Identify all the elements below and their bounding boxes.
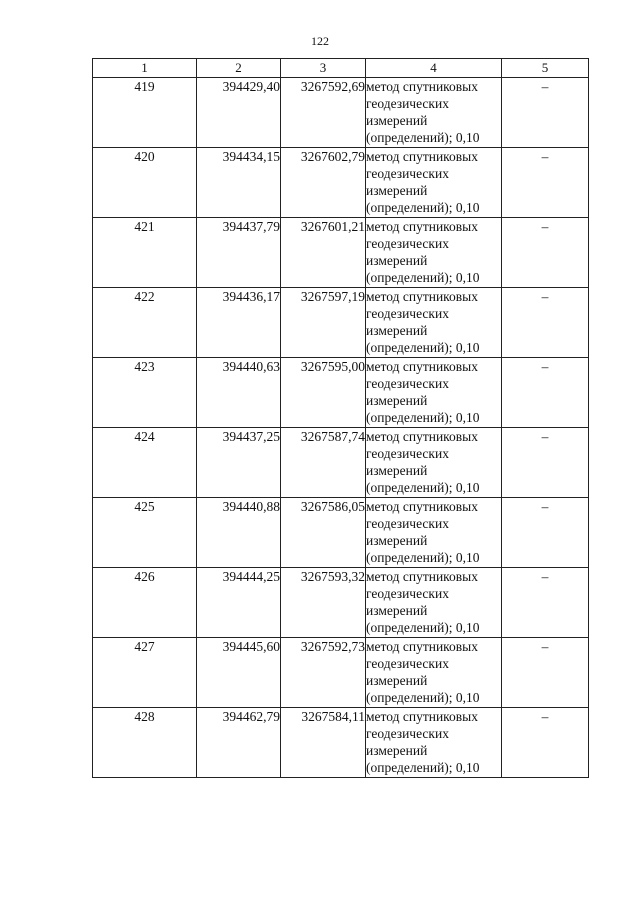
method-line: метод спутниковых (366, 709, 478, 724)
note-cell: – (502, 358, 589, 428)
y-coordinate-cell: 3267592,73 (281, 638, 366, 708)
note-cell: – (502, 148, 589, 218)
note-cell: – (502, 288, 589, 358)
method-line: (определений); 0,10 (366, 200, 480, 215)
method-line: измерений (366, 393, 428, 408)
point-number-cell: 421 (93, 218, 197, 288)
note-cell: – (502, 218, 589, 288)
method-cell (366, 568, 502, 638)
x-coordinate-cell: 394434,15 (197, 148, 281, 218)
method-line: измерений (366, 743, 428, 758)
method-cell (366, 148, 502, 218)
method-cell (366, 638, 502, 708)
point-number-cell: 425 (93, 498, 197, 568)
table-row (93, 498, 589, 568)
method-line: (определений); 0,10 (366, 620, 480, 635)
table-header-row (93, 59, 589, 78)
method-line: геодезических (366, 306, 449, 321)
method-line: метод спутниковых (366, 639, 478, 654)
column-header: 4 (366, 59, 502, 78)
method-line: геодезических (366, 236, 449, 251)
method-line: геодезических (366, 656, 449, 671)
point-number-cell: 427 (93, 638, 197, 708)
method-line: геодезических (366, 166, 449, 181)
method-line: метод спутниковых (366, 219, 478, 234)
x-coordinate-cell: 394445,60 (197, 638, 281, 708)
column-header: 2 (197, 59, 281, 78)
y-coordinate-cell: 3267584,11 (281, 708, 366, 778)
point-number-cell: 428 (93, 708, 197, 778)
method-cell (366, 78, 502, 148)
y-coordinate-cell: 3267595,00 (281, 358, 366, 428)
note-cell: – (502, 638, 589, 708)
method-line: измерений (366, 323, 428, 338)
column-header: 3 (281, 59, 366, 78)
method-line: геодезических (366, 726, 449, 741)
method-line: измерений (366, 673, 428, 688)
method-line: (определений); 0,10 (366, 410, 480, 425)
method-line: (определений); 0,10 (366, 270, 480, 285)
method-line: (определений); 0,10 (366, 760, 480, 775)
table-row (93, 358, 589, 428)
y-coordinate-cell: 3267597,19 (281, 288, 366, 358)
y-coordinate-cell: 3267601,21 (281, 218, 366, 288)
point-number-cell: 422 (93, 288, 197, 358)
note-cell: – (502, 568, 589, 638)
method-line: метод спутниковых (366, 149, 478, 164)
method-line: геодезических (366, 446, 449, 461)
x-coordinate-cell: 394437,25 (197, 428, 281, 498)
x-coordinate-cell: 394440,88 (197, 498, 281, 568)
method-cell (366, 288, 502, 358)
method-line: (определений); 0,10 (366, 130, 480, 145)
table-row (93, 148, 589, 218)
y-coordinate-cell: 3267602,79 (281, 148, 366, 218)
x-coordinate-cell: 394444,25 (197, 568, 281, 638)
method-line: геодезических (366, 516, 449, 531)
method-line: измерений (366, 253, 428, 268)
table-row (93, 428, 589, 498)
method-line: (определений); 0,10 (366, 550, 480, 565)
point-number-cell: 419 (93, 78, 197, 148)
method-cell (366, 428, 502, 498)
method-line: геодезических (366, 96, 449, 111)
column-header: 1 (93, 59, 197, 78)
method-line: метод спутниковых (366, 569, 478, 584)
y-coordinate-cell: 3267592,69 (281, 78, 366, 148)
x-coordinate-cell: 394436,17 (197, 288, 281, 358)
x-coordinate-cell: 394429,40 (197, 78, 281, 148)
point-number-cell: 424 (93, 428, 197, 498)
point-number-cell: 426 (93, 568, 197, 638)
method-line: (определений); 0,10 (366, 340, 480, 355)
table-row (93, 708, 589, 778)
method-line: метод спутниковых (366, 79, 478, 94)
method-line: метод спутниковых (366, 289, 478, 304)
method-cell (366, 708, 502, 778)
note-cell: – (502, 708, 589, 778)
note-cell: – (502, 78, 589, 148)
method-line: измерений (366, 113, 428, 128)
table-row (93, 78, 589, 148)
column-header: 5 (502, 59, 589, 78)
method-line: (определений); 0,10 (366, 690, 480, 705)
method-line: измерений (366, 463, 428, 478)
method-cell (366, 218, 502, 288)
method-line: измерений (366, 183, 428, 198)
coordinates-table (92, 58, 589, 778)
x-coordinate-cell: 394437,79 (197, 218, 281, 288)
table-row (93, 288, 589, 358)
x-coordinate-cell: 394462,79 (197, 708, 281, 778)
method-line: геодезических (366, 376, 449, 391)
y-coordinate-cell: 3267587,74 (281, 428, 366, 498)
method-line: (определений); 0,10 (366, 480, 480, 495)
point-number-cell: 423 (93, 358, 197, 428)
note-cell: – (502, 498, 589, 568)
table-row (93, 218, 589, 288)
method-line: метод спутниковых (366, 359, 478, 374)
note-cell: – (502, 428, 589, 498)
method-cell (366, 358, 502, 428)
x-coordinate-cell: 394440,63 (197, 358, 281, 428)
method-line: метод спутниковых (366, 429, 478, 444)
point-number-cell: 420 (93, 148, 197, 218)
page-number: 122 (311, 34, 329, 48)
method-line: измерений (366, 603, 428, 618)
y-coordinate-cell: 3267593,32 (281, 568, 366, 638)
method-line: измерений (366, 533, 428, 548)
method-cell (366, 498, 502, 568)
table-row (93, 638, 589, 708)
y-coordinate-cell: 3267586,05 (281, 498, 366, 568)
table-row (93, 568, 589, 638)
method-line: геодезических (366, 586, 449, 601)
method-line: метод спутниковых (366, 499, 478, 514)
